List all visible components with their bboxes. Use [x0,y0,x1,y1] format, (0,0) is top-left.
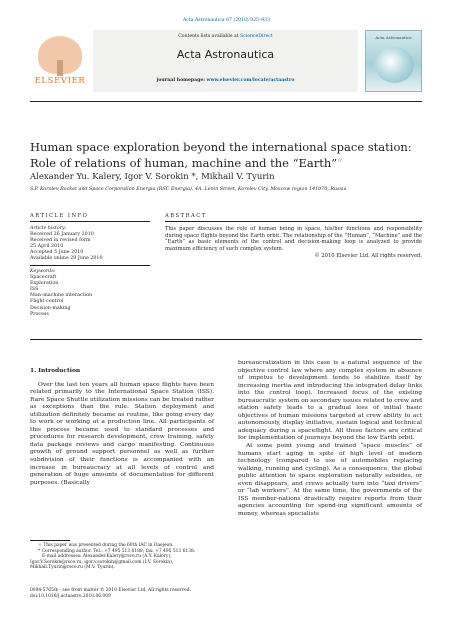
title-line-2 [30,154,422,170]
history-item: Received 26 January 2010 [30,232,94,238]
keyword-item: Man–machine interaction [30,293,93,299]
title-line-1: Human space exploration beyond the international space station: [30,140,412,154]
abstract-rule [165,221,422,222]
article-info-rule [30,221,150,222]
contents-line [93,34,358,39]
abstract [165,226,422,260]
keyword-item: Flight control [30,299,64,305]
issn-line: 0094-5765/$ - see front matter © 2010 Elsevier Ltd. All rights reserved. [30,588,191,593]
cover-image [375,47,414,83]
keyword-item: Exploration [30,281,59,287]
keywords-label: Keywords: [30,269,56,274]
body-paragraph: bureaucratization in this case is a natural sequence of the objective control law where any complex system in absence of impetus to development tends to stabilize itself by increasing inertia and introducing the integrated delay links into the control loop). Increased focus of the existing bureaucratic system on secondary issues related to crew and station safety leads to a gradual loss of initial basic objectives of human missions targeted at crew ability to act autonomously, display initiative, sustain logical and technical adequacy during a spaceflight. All these factors are critical for implementation of journeys beyond the low Earth orbit. [238,360,422,442]
footnotes [30,540,214,571]
body-right-column [238,360,422,518]
history-label: Article history: [30,226,67,231]
keyword-item: ISS [30,287,39,293]
abstract-text: This paper discusses the role of human being in space, his/her functions and responsibility during space flights beyond the Earth orbit. The relationship of the “Human”, “Machine” and the “Earth” as basic elements of the control and decision-making loop is analyzed to provide maximum efficiency of such complex system. [165,226,422,253]
history-item: Received in revised form [30,238,91,244]
title-footnote-star[interactable]: ☆ [337,157,343,164]
footnote-email-line[interactable]: Mikhail.Tyurin@rsce.ru (M.V. Tyurin). [30,565,115,571]
footnote-rule [30,540,70,541]
history-item: Accepted 5 June 2010 [30,250,84,256]
title-line-2-text: Role of relations of human, machine and the “Earth” [30,155,338,170]
footnote-email-line[interactable]: E-mail addresses: Alexander.Kalery@rsce.ru (A.Y. Kalery), [42,554,172,560]
contents-prefix: Contents lists available at [178,34,241,39]
cover-title: Acta Astronautica [375,35,412,40]
journal-reference[interactable]: Acta Astronautica 67 (2010) 925–933 [182,18,271,23]
homepage-line [93,78,358,83]
elsevier-logo[interactable] [30,30,90,92]
footnote-presentation: ☆ This paper was presented during the 60th IAC in Daejeon. [38,543,174,548]
article-title [30,140,422,170]
affiliation: S.P. Korolev Rocket and Space Corporation Energia (RSC Energia), 4A, Lenin Street, Korolev City, Moscow region 141070, Russia [30,187,347,192]
publisher-name: ELSEVIER [34,76,86,86]
elsevier-tree-icon [38,36,82,74]
journal-cover-thumbnail[interactable] [365,30,422,92]
doi-link[interactable]: doi:10.1016/j.actaastro.2010.06.009 [30,593,111,599]
body-paragraph: At some point young and trained “space muscles” of humans start aging in spite of high level of modern technology (compared to use of automobiles replacing walking, running and cycling). As a consequence, the global public attention to space exploration naturally subsides, or even disappears, and crews actually turn into “taxi drivers” or “lab workers”. At the same time, the governments of the ISS member-nations drastically require reports from their agencies accounting for spend-ing significant amounts of money, whereas specialists [238,443,422,517]
abstract-copyright: © 2010 Elsevier Ltd. All rights reserved. [314,252,422,259]
homepage-link[interactable]: www.elsevier.com/locate/actaastro [206,78,295,83]
abstract-heading: ABSTRACT [165,213,207,219]
keywords [30,269,140,318]
history-item: 25 April 2010 [30,244,64,250]
journal-masthead [30,30,422,92]
section-title: 1. Introduction [30,367,81,374]
sciencedirect-link[interactable]: ScienceDirect [240,34,273,39]
keyword-item: Decision-making [30,305,71,311]
front-matter-divider [30,339,422,340]
keywords-rule [30,265,150,266]
masthead-banner [93,30,358,92]
body-left-column [30,367,214,487]
journal-title: Acta Astronautica [176,48,275,61]
header-divider [30,101,422,102]
authors: Alexander Yu. Kalery, Igor V. Sorokin *, Mikhail V. Tyurin [30,172,275,182]
keyword-item: Process [30,311,49,317]
keyword-item: Spacecraft [30,275,57,281]
history-item: Available online 29 June 2010 [30,256,103,262]
footnote-email-line[interactable]: Igor.V.Sorokin@rsce.ru, igor.v.sorokin@gmail.com (I.V. Sorokin), [30,559,174,565]
body-paragraph: Over the last ten years all human space flights have been related primarily to the International Space Station (ISS). Rare Space Shuttle utilization missions can be treated rather as exceptions than the rule. Station deployment and utilization definitely became as routine, like going every day to work or working at a production line. All participants of this process became used to standard processes and procedures for research development, crew training, safety data package reviews and cargo manifesting. Continuous growth of ground support personnel as well as further subdivision of their functions is accompanied with an increase in bureaucracy at all levels of control and generation of huge amounts of documentation for different purposes. (Basically [30,381,214,486]
issn-block [30,588,230,599]
homepage-label: journal homepage: [156,78,207,83]
article-history [30,226,140,263]
footnote-corresponding-author: * Corresponding author. Tel.: +7 495 513 6188; fax: +7 495 513 6138. [38,548,196,554]
article-info-heading: ARTICLE INFO [30,213,89,219]
